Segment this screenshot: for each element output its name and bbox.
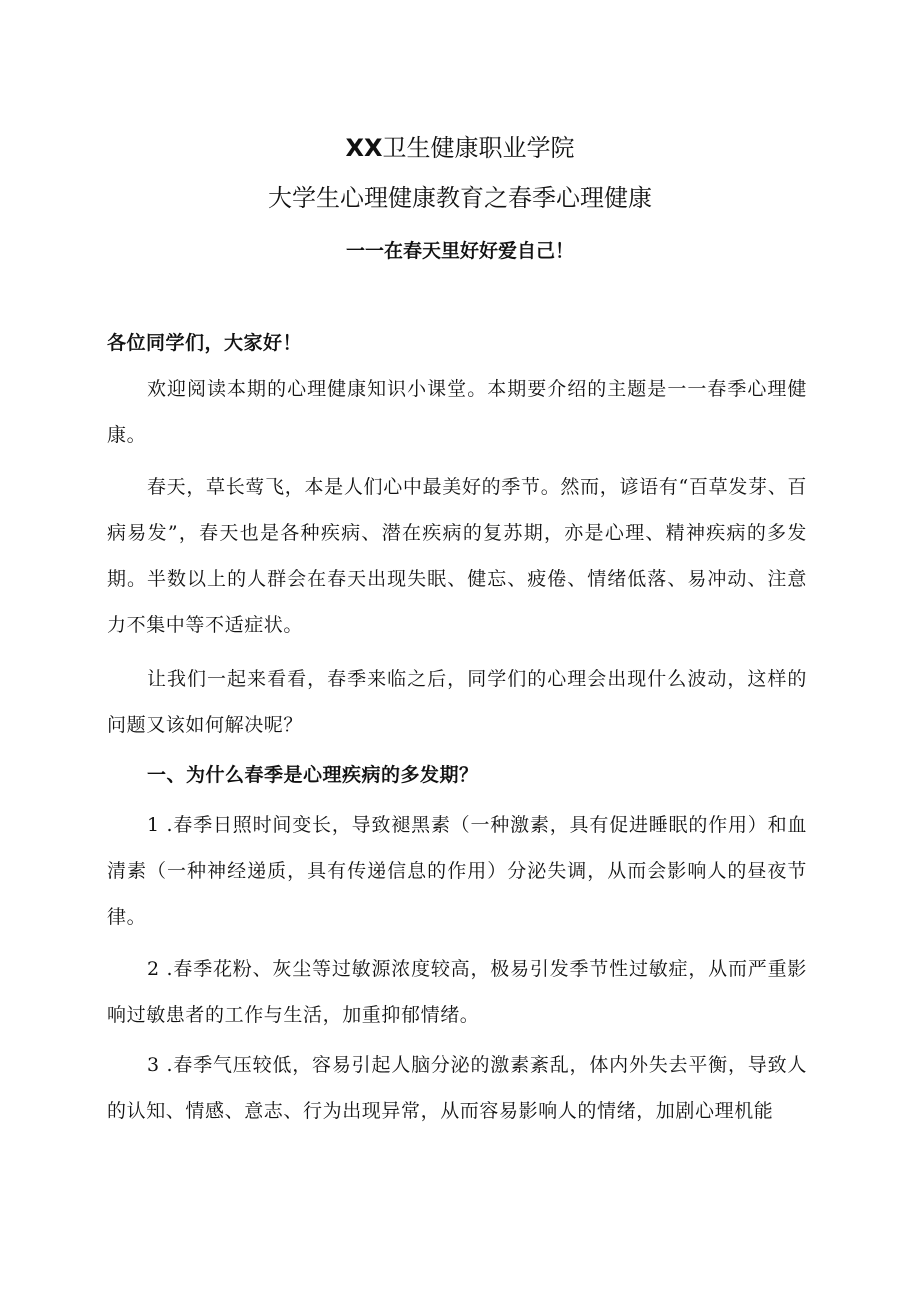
institution-prefix: XX <box>345 134 383 162</box>
list-item: 1 .春季日照时间变长，导致褪黑素（一种激素，具有促进睡眠的作用）和血清素（一种神经递质，具有传递信息的作用）分泌失调，从而会影响人的昼夜节律。 <box>107 814 807 928</box>
section-heading: 一、为什么春季是心理疾病的多发期？ <box>147 764 479 786</box>
institution-name: 卫生健康职业学院 <box>382 134 575 162</box>
list-item: 3 .春季气压较低，容易引起人脑分泌的激素紊乱，体内外失去平衡，导致人的认知、情感、意志、行为出现异常，从而容易影响人的情绪，加剧心理机能 <box>107 1054 807 1122</box>
institution-title <box>0 132 920 164</box>
greeting: 各位同学们，大家好！ <box>107 332 303 354</box>
subtitle: 一一在春天里好好爱自己！ <box>345 240 574 262</box>
paragraph-lets-see: 让我们一起来看看，春季来临之后，同学们的心理会出现什么波动，这样的问题又该如何解决呢？ <box>107 668 807 736</box>
paragraph-intro: 欢迎阅读本期的心理健康知识小课堂。本期要介绍的主题是一一春季心理健康。 <box>107 378 807 446</box>
list-item: 2 .春季花粉、灰尘等过敏源浓度较高，极易引发季节性过敏症，从而严重影响过敏患者的工作与生活，加重抑郁情绪。 <box>107 958 807 1026</box>
paragraph-spring: 春天，草长莺飞，本是人们心中最美好的季节。然而，谚语有“百草发芽、百病易发”，春天也是各种疾病、潜在疾病的复苏期，亦是心理、精神疾病的多发期。半数以上的人群会在春天出现失眠、健忘、疲倦、情绪低落、易冲动、注意力不集中等不适症状。 <box>107 476 807 636</box>
main-title: 大学生心理健康教育之春季心理健康 <box>268 184 652 212</box>
